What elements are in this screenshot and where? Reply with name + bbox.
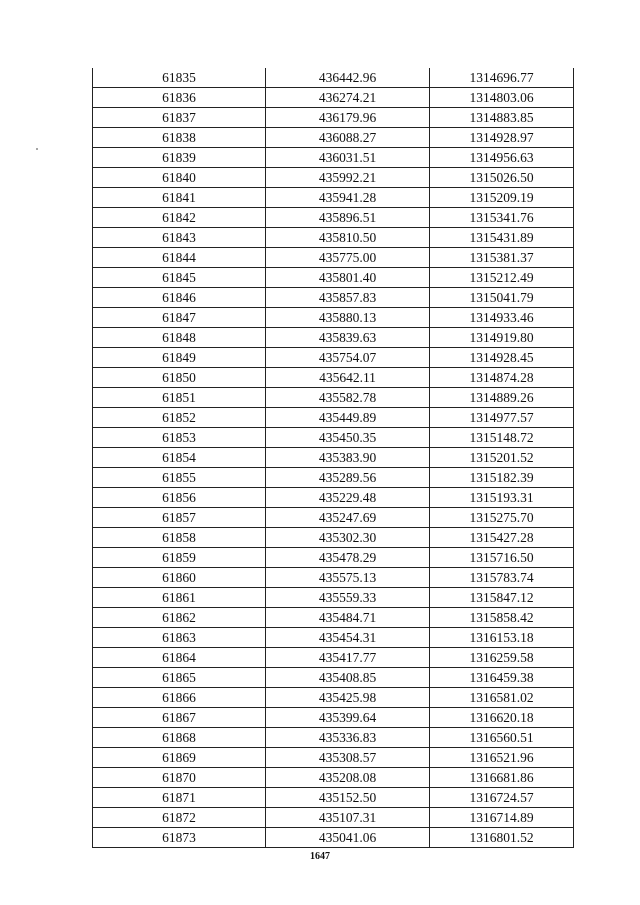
x-coordinate-cell: 435450.35 xyxy=(266,428,430,448)
table-row xyxy=(93,688,574,708)
x-coordinate-cell: 435425.98 xyxy=(266,688,430,708)
point-id-cell: 61861 xyxy=(93,588,266,608)
point-id-cell: 61873 xyxy=(93,828,266,848)
x-coordinate-cell: 435152.50 xyxy=(266,788,430,808)
x-coordinate-cell: 435857.83 xyxy=(266,288,430,308)
y-coordinate-cell: 1316153.18 xyxy=(430,628,574,648)
point-id-cell: 61843 xyxy=(93,228,266,248)
y-coordinate-cell: 1314928.45 xyxy=(430,348,574,368)
point-id-cell: 61868 xyxy=(93,728,266,748)
x-coordinate-cell: 435775.00 xyxy=(266,248,430,268)
point-id-cell: 61849 xyxy=(93,348,266,368)
point-id-cell: 61838 xyxy=(93,128,266,148)
point-id-cell: 61864 xyxy=(93,648,266,668)
table-row xyxy=(93,168,574,188)
table-row xyxy=(93,68,574,88)
x-coordinate-cell: 435478.29 xyxy=(266,548,430,568)
y-coordinate-cell: 1316521.96 xyxy=(430,748,574,768)
table-row xyxy=(93,808,574,828)
y-coordinate-cell: 1314919.80 xyxy=(430,328,574,348)
x-coordinate-cell: 436088.27 xyxy=(266,128,430,148)
point-id-cell: 61839 xyxy=(93,148,266,168)
point-id-cell: 61862 xyxy=(93,608,266,628)
table-row xyxy=(93,728,574,748)
table-row xyxy=(93,268,574,288)
y-coordinate-cell: 1315431.89 xyxy=(430,228,574,248)
x-coordinate-cell: 435941.28 xyxy=(266,188,430,208)
x-coordinate-cell: 436442.96 xyxy=(266,68,430,88)
point-id-cell: 61871 xyxy=(93,788,266,808)
point-id-cell: 61847 xyxy=(93,308,266,328)
y-coordinate-cell: 1314889.26 xyxy=(430,388,574,408)
coordinate-table xyxy=(92,68,574,848)
y-coordinate-cell: 1315182.39 xyxy=(430,468,574,488)
table-row xyxy=(93,388,574,408)
point-id-cell: 61859 xyxy=(93,548,266,568)
point-id-cell: 61844 xyxy=(93,248,266,268)
y-coordinate-cell: 1316459.38 xyxy=(430,668,574,688)
point-id-cell: 61858 xyxy=(93,528,266,548)
table-row xyxy=(93,408,574,428)
x-coordinate-cell: 435992.21 xyxy=(266,168,430,188)
x-coordinate-cell: 435041.06 xyxy=(266,828,430,848)
table-row xyxy=(93,768,574,788)
point-id-cell: 61846 xyxy=(93,288,266,308)
table-row xyxy=(93,828,574,848)
table-row xyxy=(93,288,574,308)
table-row xyxy=(93,608,574,628)
point-id-cell: 61841 xyxy=(93,188,266,208)
table-row xyxy=(93,628,574,648)
y-coordinate-cell: 1315041.79 xyxy=(430,288,574,308)
point-id-cell: 61863 xyxy=(93,628,266,648)
y-coordinate-cell: 1315783.74 xyxy=(430,568,574,588)
x-coordinate-cell: 435247.69 xyxy=(266,508,430,528)
x-coordinate-cell: 435839.63 xyxy=(266,328,430,348)
x-coordinate-cell: 435754.07 xyxy=(266,348,430,368)
x-coordinate-cell: 435559.33 xyxy=(266,588,430,608)
y-coordinate-cell: 1315201.52 xyxy=(430,448,574,468)
point-id-cell: 61837 xyxy=(93,108,266,128)
y-coordinate-cell: 1316560.51 xyxy=(430,728,574,748)
x-coordinate-cell: 435810.50 xyxy=(266,228,430,248)
y-coordinate-cell: 1316681.86 xyxy=(430,768,574,788)
point-id-cell: 61856 xyxy=(93,488,266,508)
y-coordinate-cell: 1316259.58 xyxy=(430,648,574,668)
x-coordinate-cell: 435107.31 xyxy=(266,808,430,828)
x-coordinate-cell: 435449.89 xyxy=(266,408,430,428)
y-coordinate-cell: 1315381.37 xyxy=(430,248,574,268)
x-coordinate-cell: 435896.51 xyxy=(266,208,430,228)
y-coordinate-cell: 1316724.57 xyxy=(430,788,574,808)
y-coordinate-cell: 1315275.70 xyxy=(430,508,574,528)
table-row xyxy=(93,108,574,128)
table-row xyxy=(93,568,574,588)
point-id-cell: 61852 xyxy=(93,408,266,428)
table-row xyxy=(93,88,574,108)
y-coordinate-cell: 1316620.18 xyxy=(430,708,574,728)
y-coordinate-cell: 1315341.76 xyxy=(430,208,574,228)
point-id-cell: 61835 xyxy=(93,68,266,88)
point-id-cell: 61857 xyxy=(93,508,266,528)
y-coordinate-cell: 1314696.77 xyxy=(430,68,574,88)
table-row xyxy=(93,248,574,268)
point-id-cell: 61867 xyxy=(93,708,266,728)
y-coordinate-cell: 1315716.50 xyxy=(430,548,574,568)
point-id-cell: 61855 xyxy=(93,468,266,488)
point-id-cell: 61854 xyxy=(93,448,266,468)
point-id-cell: 61860 xyxy=(93,568,266,588)
x-coordinate-cell: 435642.11 xyxy=(266,368,430,388)
y-coordinate-cell: 1315212.49 xyxy=(430,268,574,288)
x-coordinate-cell: 435308.57 xyxy=(266,748,430,768)
x-coordinate-cell: 435399.64 xyxy=(266,708,430,728)
y-coordinate-cell: 1314933.46 xyxy=(430,308,574,328)
page-number: 1647 xyxy=(310,851,330,862)
x-coordinate-cell: 435336.83 xyxy=(266,728,430,748)
x-coordinate-cell: 435417.77 xyxy=(266,648,430,668)
table-row xyxy=(93,748,574,768)
table-row xyxy=(93,428,574,448)
table-row xyxy=(93,228,574,248)
table-row xyxy=(93,128,574,148)
point-id-cell: 61865 xyxy=(93,668,266,688)
x-coordinate-cell: 435575.13 xyxy=(266,568,430,588)
table-row xyxy=(93,648,574,668)
y-coordinate-cell: 1314928.97 xyxy=(430,128,574,148)
x-coordinate-cell: 436031.51 xyxy=(266,148,430,168)
table-row xyxy=(93,448,574,468)
point-id-cell: 61870 xyxy=(93,768,266,788)
y-coordinate-cell: 1315026.50 xyxy=(430,168,574,188)
point-id-cell: 61866 xyxy=(93,688,266,708)
x-coordinate-cell: 435208.08 xyxy=(266,768,430,788)
table-row xyxy=(93,488,574,508)
table-row xyxy=(93,508,574,528)
table-row xyxy=(93,188,574,208)
table-row xyxy=(93,148,574,168)
coordinate-table-body xyxy=(93,68,574,848)
table-row xyxy=(93,308,574,328)
point-id-cell: 61851 xyxy=(93,388,266,408)
y-coordinate-cell: 1314874.28 xyxy=(430,368,574,388)
y-coordinate-cell: 1314803.06 xyxy=(430,88,574,108)
y-coordinate-cell: 1315209.19 xyxy=(430,188,574,208)
point-id-cell: 61845 xyxy=(93,268,266,288)
y-coordinate-cell: 1315427.28 xyxy=(430,528,574,548)
x-coordinate-cell: 435229.48 xyxy=(266,488,430,508)
table-row xyxy=(93,548,574,568)
y-coordinate-cell: 1316581.02 xyxy=(430,688,574,708)
table-row xyxy=(93,788,574,808)
point-id-cell: 61850 xyxy=(93,368,266,388)
x-coordinate-cell: 435484.71 xyxy=(266,608,430,628)
y-coordinate-cell: 1314977.57 xyxy=(430,408,574,428)
y-coordinate-cell: 1315193.31 xyxy=(430,488,574,508)
table-row xyxy=(93,368,574,388)
point-id-cell: 61853 xyxy=(93,428,266,448)
table-row xyxy=(93,588,574,608)
x-coordinate-cell: 435408.85 xyxy=(266,668,430,688)
y-coordinate-cell: 1316801.52 xyxy=(430,828,574,848)
y-coordinate-cell: 1314956.63 xyxy=(430,148,574,168)
point-id-cell: 61869 xyxy=(93,748,266,768)
y-coordinate-cell: 1315148.72 xyxy=(430,428,574,448)
point-id-cell: 61842 xyxy=(93,208,266,228)
x-coordinate-cell: 435801.40 xyxy=(266,268,430,288)
scan-speck xyxy=(36,148,38,150)
table-row xyxy=(93,528,574,548)
x-coordinate-cell: 436179.96 xyxy=(266,108,430,128)
x-coordinate-cell: 435302.30 xyxy=(266,528,430,548)
y-coordinate-cell: 1315847.12 xyxy=(430,588,574,608)
y-coordinate-cell: 1315858.42 xyxy=(430,608,574,628)
table-row xyxy=(93,708,574,728)
point-id-cell: 61836 xyxy=(93,88,266,108)
point-id-cell: 61872 xyxy=(93,808,266,828)
point-id-cell: 61840 xyxy=(93,168,266,188)
table-row xyxy=(93,328,574,348)
x-coordinate-cell: 435383.90 xyxy=(266,448,430,468)
x-coordinate-cell: 435880.13 xyxy=(266,308,430,328)
table-row xyxy=(93,208,574,228)
x-coordinate-cell: 435582.78 xyxy=(266,388,430,408)
point-id-cell: 61848 xyxy=(93,328,266,348)
table-row xyxy=(93,348,574,368)
x-coordinate-cell: 435454.31 xyxy=(266,628,430,648)
x-coordinate-cell: 435289.56 xyxy=(266,468,430,488)
table-row xyxy=(93,668,574,688)
table-row xyxy=(93,468,574,488)
x-coordinate-cell: 436274.21 xyxy=(266,88,430,108)
y-coordinate-cell: 1314883.85 xyxy=(430,108,574,128)
y-coordinate-cell: 1316714.89 xyxy=(430,808,574,828)
